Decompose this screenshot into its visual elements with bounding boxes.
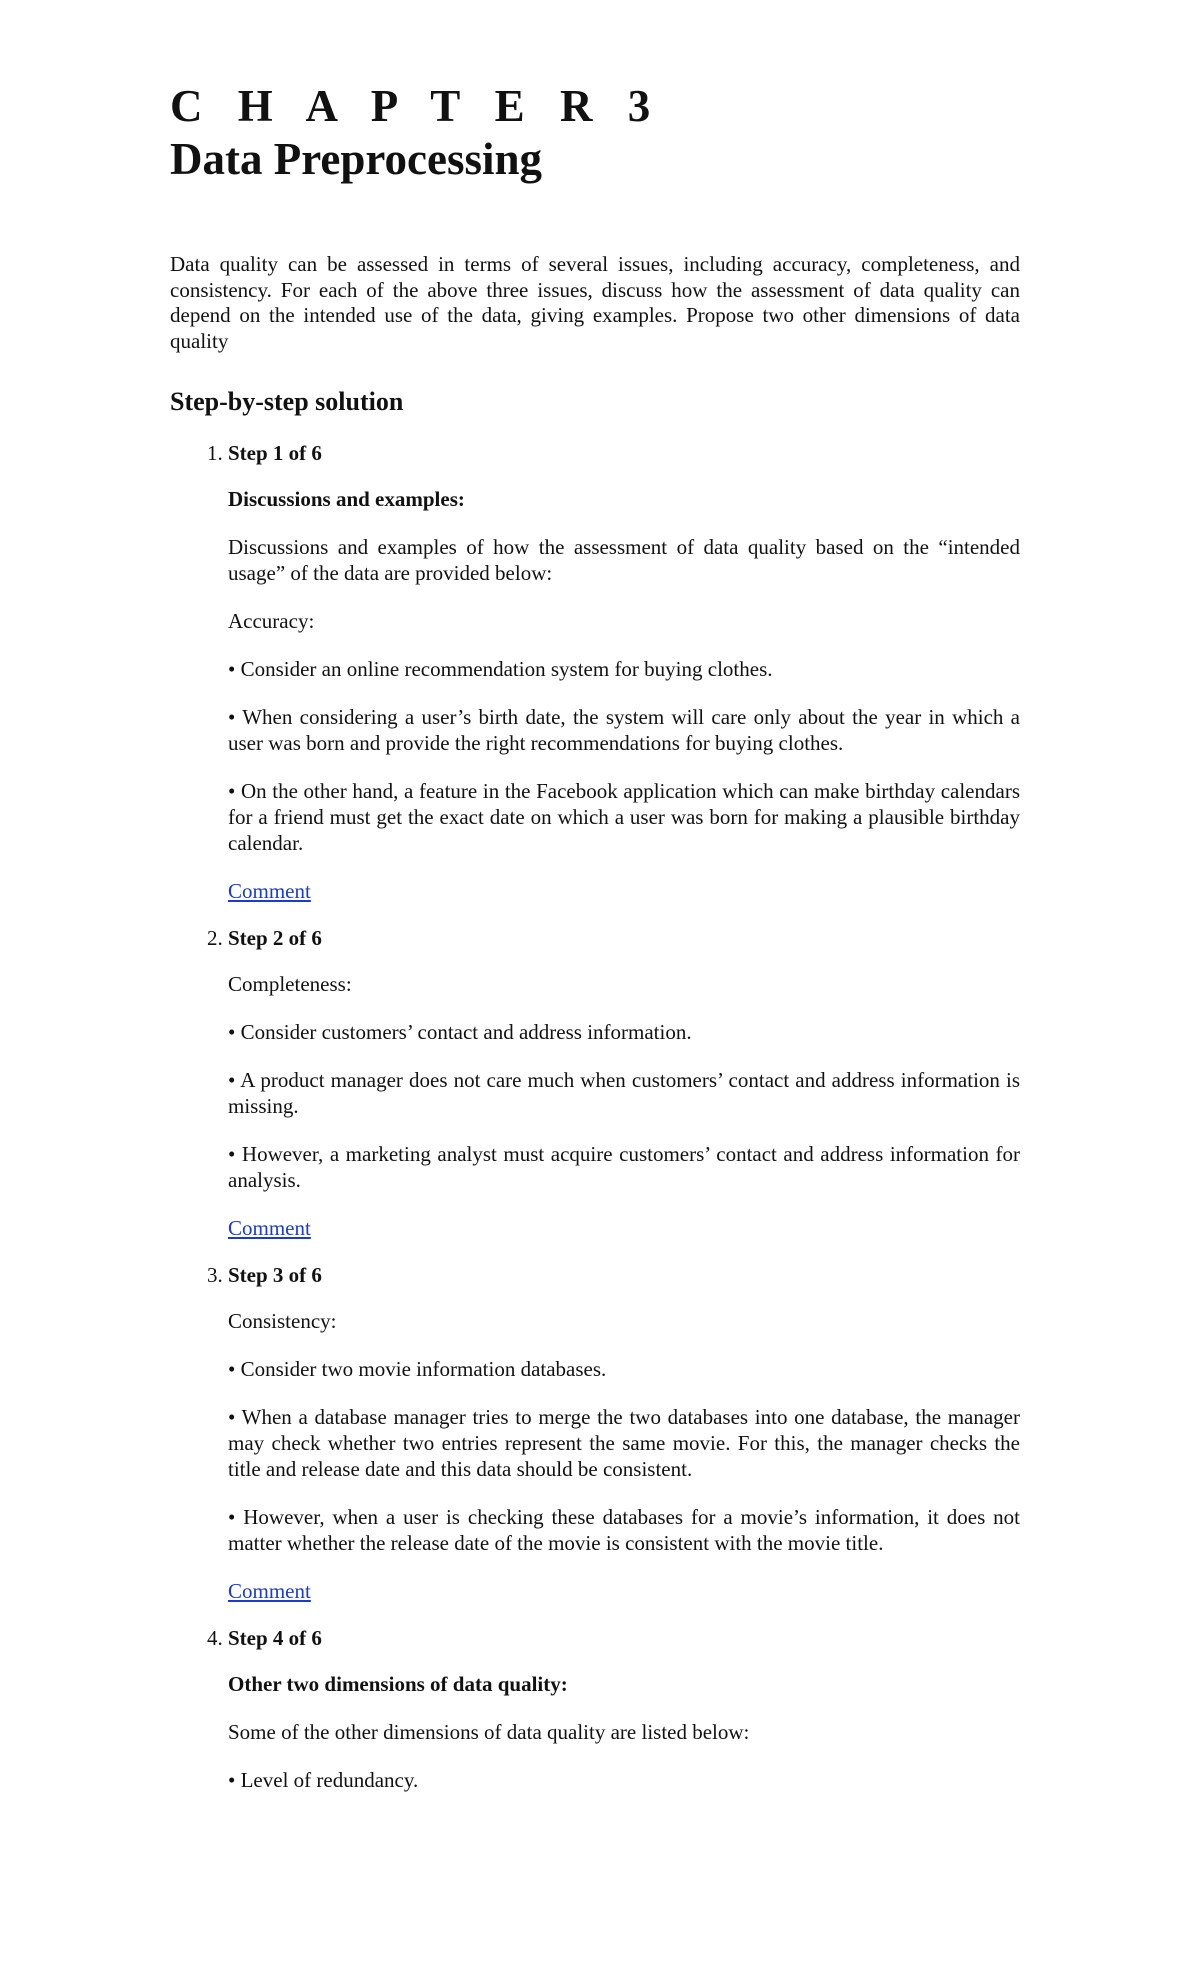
step-title: 2. Step 2 of 6 (228, 926, 322, 951)
bullet-item: • On the other hand, a feature in the Facebook application which can make birthday calendars for a friend must get the exact date on which a user was born for making a plausible birthday calendar. (228, 779, 1020, 856)
steps-list (170, 440, 1020, 1793)
bullet-item: • Level of redundancy. (228, 1768, 419, 1793)
bullet-item: • Consider an online recommendation system for buying clothes. (228, 657, 773, 682)
step-title: 3. Step 3 of 6 (228, 1263, 322, 1288)
bullet-item: • When a database manager tries to merge the two databases into one database, the manager may check whether two entries represent the same movie. For this, the manager checks the title and release date and this data should be consistent. (228, 1405, 1020, 1482)
bullet-item: • However, a marketing analyst must acquire customers’ contact and address information for analysis. (228, 1142, 1020, 1193)
step-intro: Discussions and examples of how the assessment of data quality based on the “intended usage” of the data are provided below: (228, 535, 1020, 586)
solution-heading: Step-by-step solution (170, 387, 404, 417)
chapter-title: Data Preprocessing (170, 134, 543, 184)
step-4 (228, 1625, 1020, 1793)
bullet-item: • Consider customers’ contact and address information. (228, 1020, 692, 1045)
step-intro: Some of the other dimensions of data quality are listed below: (228, 1720, 750, 1745)
bullet-item: • However, when a user is checking these databases for a movie’s information, it does not matter whether the release date of the movie is consistent with the movie title. (228, 1505, 1020, 1556)
comment-link[interactable]: Comment (228, 1579, 311, 1604)
comment-link[interactable]: Comment (228, 879, 311, 904)
step-category: Consistency: (228, 1309, 337, 1334)
question-text: Data quality can be assessed in terms of several issues, including accuracy, completeness, and consistency. For each of the above three issues, discuss how the assessment of data quality can depend on the intended use of the data, giving examples. Propose two other dimensions of data quality (170, 252, 1020, 353)
document-page (170, 80, 1020, 1815)
step-category: Accuracy: (228, 609, 315, 634)
step-subheading: Discussions and examples: (228, 487, 465, 512)
step-category: Completeness: (228, 972, 352, 997)
bullet-item: • When considering a user’s birth date, the system will care only about the year in which a user was born and provide the right recommendations for buying clothes. (228, 705, 1020, 756)
chapter-label: C H A P T E R 3 (170, 81, 663, 131)
bullet-item: • A product manager does not care much when customers’ contact and address information is missing. (228, 1068, 1020, 1119)
step-2 (228, 925, 1020, 1241)
step-1 (228, 440, 1020, 904)
step-subheading: Other two dimensions of data quality: (228, 1672, 568, 1697)
step-3 (228, 1262, 1020, 1604)
step-title: 4. Step 4 of 6 (228, 1626, 322, 1651)
comment-link[interactable]: Comment (228, 1216, 311, 1241)
step-title: 1. Step 1 of 6 (228, 441, 322, 466)
bullet-item: • Consider two movie information databases. (228, 1357, 607, 1382)
